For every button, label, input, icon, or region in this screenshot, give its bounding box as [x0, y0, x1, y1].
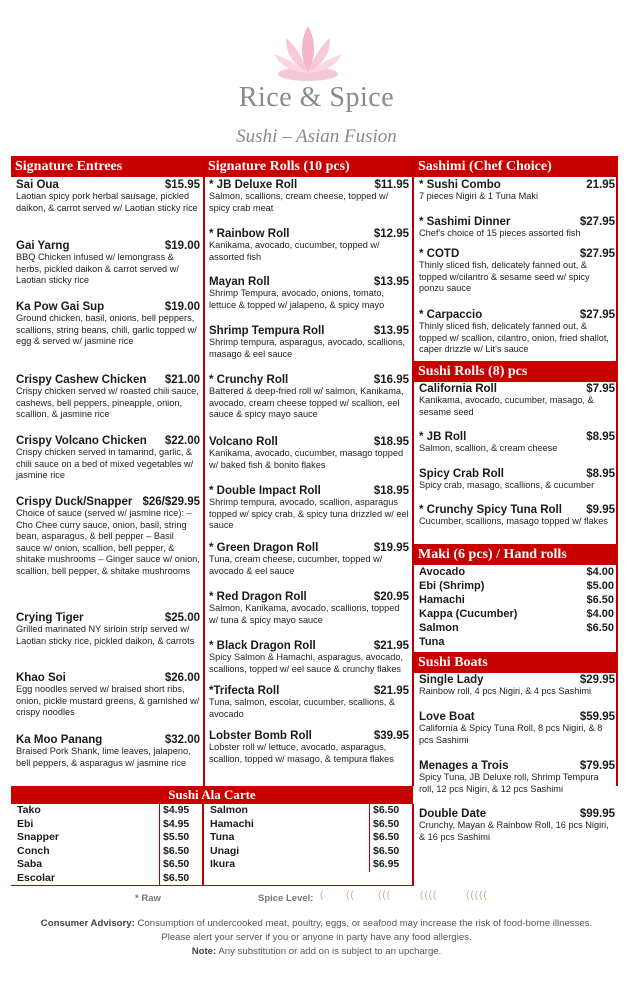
item-price: $27.95	[579, 216, 615, 228]
menu-item	[11, 435, 203, 482]
allergy-line: Please alert your server if you or anyone in party have any food allergies.	[161, 932, 472, 943]
menu-item	[204, 858, 412, 872]
section-title: Signature Rolls (10 pcs)	[204, 156, 412, 177]
item-name: * JB Deluxe Roll	[209, 179, 298, 191]
menu-item	[414, 216, 618, 240]
item-name: Tuna	[419, 636, 445, 648]
item-price: $8.95	[586, 431, 615, 443]
item-name: Ikura	[210, 858, 236, 870]
item-price: $11.95	[374, 179, 409, 191]
item-description: Rainbow roll, 4 pcs Nigiri, & 4 pcs Sashimi	[419, 686, 592, 696]
menu-item	[11, 496, 203, 577]
menu-item	[419, 636, 614, 648]
item-name: * Double Impact Roll	[209, 485, 321, 497]
item-name: * Crunchy Spicy Tuna Roll	[419, 504, 562, 516]
item-description: Thinly sliced fish, delicately fanned out, & topped w/ scallion, cilantro, onion, fried shallot, caper drizzle w/ Lit's sauce	[419, 321, 609, 354]
item-name: * Sashimi Dinner	[419, 216, 511, 228]
item-price: $18.95	[373, 485, 409, 497]
item-price: $39.95	[373, 730, 409, 742]
item-price: $6.50	[369, 818, 409, 832]
restaurant-tagline: Sushi – Asian Fusion	[236, 126, 397, 147]
raw-legend: * Raw	[135, 893, 161, 904]
item-name: Shrimp Tempura Roll	[209, 325, 325, 337]
spice-level-2-icon: ((	[346, 890, 355, 901]
item-price: $6.50	[586, 622, 614, 634]
item-price: $22.00	[164, 435, 200, 447]
item-price: $4.95	[159, 804, 199, 818]
item-price: $7.95	[586, 383, 615, 395]
menu-item	[204, 845, 412, 859]
item-name: * JB Roll	[419, 431, 467, 443]
item-description: Kanikama, avocado, cucumber, topped w/ assorted fish	[209, 240, 380, 262]
item-name: Ebi	[17, 817, 34, 830]
menu-item	[414, 674, 618, 698]
item-name: Salmon	[419, 622, 459, 634]
note-label: Note:	[191, 946, 217, 957]
item-price: $19.00	[164, 240, 200, 252]
menu-item	[414, 760, 618, 795]
section-title: Sushi Rolls (8) pcs	[414, 361, 618, 382]
item-description: Salmon, scallion, & cream cheese	[419, 443, 558, 453]
menu-item	[419, 580, 614, 592]
item-price: $19.00	[164, 301, 200, 313]
item-description: Thinly sliced fish, delicately fanned out, & topped w/cilantro & sesame seed w/ spicy ponzu sauce	[419, 260, 590, 293]
item-name: Lobster Bomb Roll	[209, 730, 312, 742]
menu-item	[204, 685, 412, 720]
item-name: Hamachi	[419, 594, 465, 606]
item-price: $4.00	[586, 608, 614, 620]
menu-item	[11, 240, 203, 287]
item-name: Avocado	[419, 566, 466, 578]
item-description: Egg noodles served w/ braised short ribs, onion, pickle mustard greens, & garnished w/ crispy noodles	[16, 684, 200, 717]
item-price: $13.95	[373, 325, 409, 337]
lotus-flower-icon	[270, 20, 346, 86]
item-name: Snapper	[17, 831, 60, 843]
menu-item	[11, 301, 203, 348]
item-description: Braised Pork Shank, lime leaves, jalapeno, bell peppers, & asparagus w/ jasmine rice	[16, 746, 191, 768]
item-price: $6.50	[159, 872, 199, 886]
menu-item	[204, 591, 412, 626]
item-price: $8.95	[586, 468, 615, 480]
item-name: * Green Dragon Roll	[209, 542, 319, 554]
item-name: Gai Yarng	[16, 240, 70, 252]
item-price: $59.95	[579, 711, 615, 723]
menu-item	[414, 248, 618, 295]
menu-item	[11, 818, 202, 832]
item-price: $21.00	[164, 374, 200, 386]
menu-item	[204, 228, 412, 263]
item-name: * Crunchy Roll	[209, 374, 289, 386]
item-name: Sai Oua	[16, 179, 59, 191]
item-price: $26.00	[164, 672, 200, 684]
item-description: Choice of sauce (served w/ jasmine rice): – Cho Chee curry sauce, onion, basil, string bean, asparagus, & bell pepper – Basil sauce w/ onion, scallion, bell pepper, & shitake mushrooms – Ginger sauce w/ onion, scallion, bell pepper, & shitake mushrooms	[16, 508, 200, 576]
menu-item	[11, 374, 203, 421]
spice-level-3-icon: (((	[378, 890, 391, 901]
item-description: Crispy chicken served in tamarind, garlic, & chili sauce on a bed of mixed vegetables w/ jasmine rice	[16, 447, 194, 480]
item-description: Shrimp tempura, avocado, scallion, asparagus topped w/ spicy crab, & spicy tuna drizzled w/ eel sauce	[209, 497, 409, 530]
item-description: Ground chicken, basil, onions, bell peppers, scallions, string beans, chili, garlic topped w/ egg & served w/ jasmine rice	[16, 313, 197, 346]
item-name: Love Boat	[419, 711, 475, 723]
item-description: Spicy Tuna, JB Deluxe roll, Shrimp Tempura roll, 12 pcs Nigiri, & 12 pcs Sashimi	[419, 772, 599, 794]
item-price: $21.95	[373, 640, 409, 652]
item-description: Grilled marinated NY sirloin strip served w/ Laotian sticky rice, pickled daikon, & carrots	[16, 624, 195, 646]
spice-level-label: Spice Level:	[258, 893, 314, 904]
menu-item	[419, 594, 614, 606]
spice-level-1-icon: (	[320, 890, 325, 901]
item-name: Single Lady	[419, 674, 484, 686]
menu-header	[0, 0, 633, 150]
ala-carte-left-list	[11, 804, 204, 886]
menu-item	[414, 504, 618, 528]
item-price: $29.95	[579, 674, 615, 686]
item-name: Ka Pow Gai Sup	[16, 301, 105, 313]
menu-item	[204, 818, 412, 832]
item-price: $13.95	[373, 276, 409, 288]
item-description: Battered & deep-fried roll w/ salmon, Kanikama, avocado, cream cheese topped w/ scallion, eel sauce & spicy mayo sauce	[209, 386, 404, 419]
item-price: $27.95	[579, 309, 615, 321]
menu-item	[11, 858, 202, 872]
menu-item	[204, 436, 412, 471]
item-name: * Red Dragon Roll	[209, 591, 307, 603]
item-name: Menages a Trois	[419, 760, 509, 772]
item-name: *Trifecta Roll	[209, 685, 280, 697]
item-price: $6.50	[586, 594, 614, 606]
item-name: Double Date	[419, 808, 487, 820]
item-name: Unagi	[210, 844, 240, 857]
item-price: $5.50	[159, 831, 199, 845]
item-price: $6.50	[369, 831, 409, 845]
menu-item	[11, 831, 202, 845]
item-name: * Sushi Combo	[419, 179, 501, 191]
item-price: $4.00	[586, 566, 614, 578]
item-description: Tuna, cream cheese, cucumber, topped w/ avocado & eel sauce	[209, 554, 383, 576]
menu-item	[204, 831, 412, 845]
item-description: BBQ Chicken infused w/ lemongrass & herbs, pickled daikon & carrot served w/ Laotian sticky rice	[16, 252, 179, 285]
menu-item	[414, 179, 618, 203]
item-description: California & Spicy Tuna Roll, 8 pcs Nigiri, & 8 pcs Sashimi	[419, 723, 603, 745]
menu-item	[204, 730, 412, 765]
section-title: Maki (6 pcs) / Hand rolls	[414, 544, 618, 565]
restaurant-name: Rice & Spice	[238, 82, 395, 113]
item-name: California Roll	[419, 383, 497, 395]
item-name: Tuna	[210, 831, 235, 843]
menu-item	[11, 672, 203, 719]
menu-item	[204, 179, 412, 214]
item-name: Kappa (Cucumber)	[419, 608, 518, 620]
menu-item	[11, 179, 203, 214]
item-name: Spicy Crab Roll	[419, 468, 504, 480]
menu-item	[11, 612, 203, 647]
menu-item	[414, 309, 618, 356]
note-text: Any substitution or add on is subject to an upcharge.	[218, 946, 442, 957]
item-price: $25.00	[164, 612, 200, 624]
item-description: Spicy crab, masago, scallions, & cucumber	[419, 480, 595, 490]
item-name: Crispy Duck/Snapper	[16, 496, 133, 508]
item-description: Salmon, Kanikama, avocado, scallions, topped w/ tuna & spicy mayo sauce	[209, 603, 400, 625]
menu-item	[204, 276, 412, 311]
menu-item	[419, 622, 614, 634]
item-description: Lobster roll w/ lettuce, avocado, asparagus, scallion, topped w/ masago, & tempura flakes	[209, 742, 394, 764]
item-price: $6.50	[369, 804, 409, 818]
item-description: Kanikama, avocado, cucumber, masago, & sesame seed	[419, 395, 594, 417]
menu-item	[11, 804, 202, 818]
menu-item	[419, 566, 614, 578]
item-price: $6.95	[369, 858, 409, 872]
item-price: $32.00	[164, 734, 200, 746]
item-name: Tako	[17, 804, 41, 816]
menu-item	[204, 542, 412, 577]
menu-item	[414, 383, 618, 418]
menu-item	[11, 734, 203, 769]
item-description: Crunchy, Mayan & Rainbow Roll, 16 pcs Nigiri, & 16 pcs Sashimi	[419, 820, 609, 842]
item-description: Shrimp Tempura, avocado, onions, tomato, lettuce & topped w/ jalapeno, & spicy mayo	[209, 288, 385, 310]
item-name: * Rainbow Roll	[209, 228, 290, 240]
item-name: Salmon	[210, 804, 248, 816]
section-title: Sushi Ala Carte	[11, 786, 413, 804]
item-description: Spicy Salmon & Hamachi, asparagus, avocado, scallions, topped w/ eel sauce & crunchy flakes	[209, 652, 404, 674]
menu-item	[414, 431, 618, 455]
menu-item	[204, 325, 412, 360]
item-price: $18.95	[373, 436, 409, 448]
item-price: $6.50	[159, 858, 199, 872]
item-name: Conch	[17, 844, 50, 857]
item-price: $79.95	[579, 760, 615, 772]
item-name: Ebi (Shrimp)	[419, 580, 485, 592]
item-description: Tuna, salmon, escolar, cucumber, scallions, & avocado	[209, 697, 396, 719]
menu-item	[414, 468, 618, 492]
item-price: $4.95	[159, 818, 199, 832]
item-name: * Black Dragon Roll	[209, 640, 316, 652]
item-name: Khao Soi	[16, 672, 66, 684]
item-price: $12.95	[373, 228, 409, 240]
menu-item	[204, 804, 412, 818]
item-description: 7 pieces Nigiri & 1 Tuna Maki	[419, 191, 538, 201]
spice-level-4-icon: ((((	[420, 890, 438, 901]
item-price: $5.00	[586, 580, 614, 592]
note-line	[0, 945, 633, 959]
item-description: Kanikama, avocado, cucumber, masago topped w/ baked fish & bonito flakes	[209, 448, 404, 470]
item-name: Crispy Cashew Chicken	[16, 374, 147, 386]
section-title: Sushi Boats	[414, 652, 618, 673]
item-description: Cucumber, scallions, masago topped w/ flakes	[419, 516, 608, 526]
consumer-advisory	[0, 917, 633, 959]
menu-item	[204, 640, 412, 675]
advisory-line	[0, 917, 633, 931]
item-price: $20.95	[373, 591, 409, 603]
item-price: 21.95	[586, 179, 615, 191]
item-price: $19.95	[373, 542, 409, 554]
item-price: $6.50	[369, 845, 409, 859]
section-title: Sashimi (Chef Choice)	[414, 156, 618, 177]
menu-item	[11, 845, 202, 859]
item-name: * COTD	[419, 248, 460, 260]
item-price: $99.95	[579, 808, 615, 820]
item-name: Crispy Volcano Chicken	[16, 435, 147, 447]
menu-item	[419, 608, 614, 620]
item-name: Hamachi	[210, 817, 254, 830]
ala-carte-right-list	[204, 804, 414, 886]
item-name: Saba	[17, 858, 43, 870]
item-name: Mayan Roll	[209, 276, 270, 288]
item-description: Shrimp tempura, asparagus, avocado, scallions, masago & eel sauce	[209, 337, 406, 359]
item-name: Escolar	[17, 871, 55, 884]
spice-level-5-icon: (((((	[466, 890, 488, 901]
menu-item	[11, 872, 202, 886]
advisory-text: Consumption of undercooked meat, poultry, eggs, or seafood may increase the risk of food-borne illnesses.	[137, 918, 593, 929]
item-description: Laotian spicy pork herbal sausage, pickled daikon, & carrot served w/ Laotian sticky rice	[16, 191, 198, 213]
item-name: Ka Moo Panang	[16, 734, 103, 746]
item-name: * Carpaccio	[419, 309, 483, 321]
item-price: $16.95	[373, 374, 409, 386]
item-name: Volcano Roll	[209, 436, 278, 448]
item-price: $9.95	[586, 504, 615, 516]
item-price: $21.95	[373, 685, 409, 697]
item-description: Salmon, scallions, cream cheese, topped w/ spicy crab meat	[209, 191, 389, 213]
item-price: $6.50	[159, 845, 199, 859]
menu-item	[414, 711, 618, 746]
section-title: Signature Entrees	[11, 156, 203, 177]
item-description: Chef's choice of 15 pieces assorted fish	[419, 228, 581, 238]
menu-item	[414, 808, 618, 843]
item-name: Crying Tiger	[16, 612, 84, 624]
item-price: $27.95	[579, 248, 615, 260]
advisory-label: Consumer Advisory:	[40, 918, 135, 929]
item-price: $15.95	[164, 179, 200, 191]
menu-item	[204, 485, 412, 532]
item-description: Crispy chicken served w/ roasted chili sauce, cashews, bell peppers, pineapple, onion, scallion, & jasmine rice	[16, 386, 199, 419]
item-price: $26/$29.95	[142, 496, 200, 508]
menu-item	[204, 374, 412, 421]
